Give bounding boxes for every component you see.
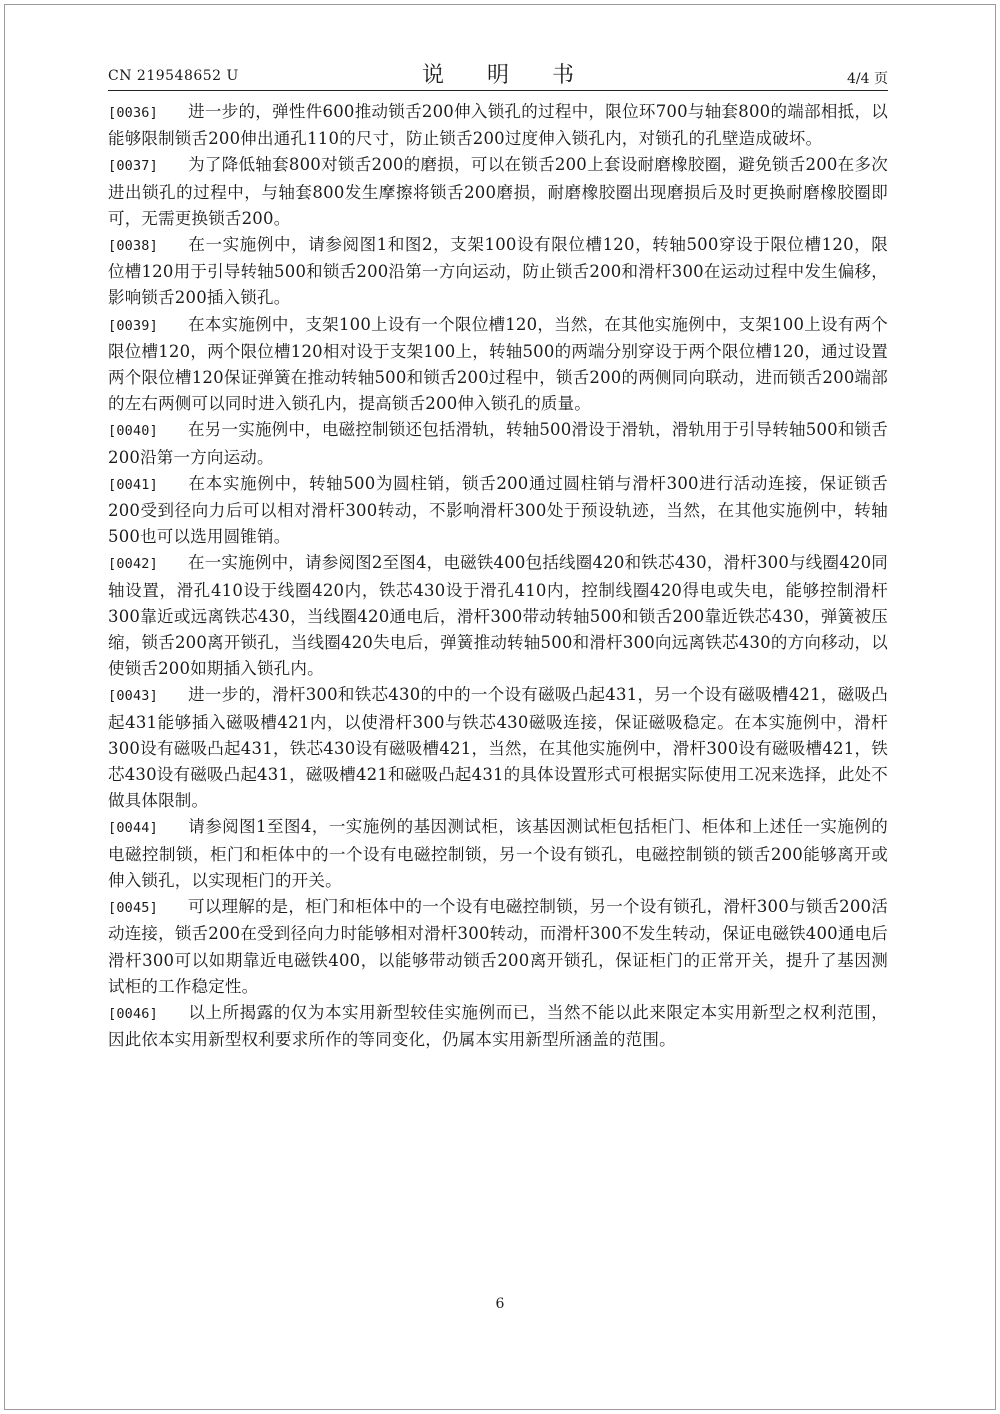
- paragraph-text: 在本实施例中，转轴500为圆柱销，锁舌200通过圆柱销与滑杆300进行活动连接，保证锁舌200受到径向力后可以相对滑杆300转动，不影响滑杆300处于预设轨迹，当然，在其他实施例中，转轴500也可以选用圆锥销。: [108, 473, 888, 547]
- paragraph: [108, 1000, 888, 1053]
- paragraph-text: 为了降低轴套800对锁舌200的磨损，可以在锁舌200上套设耐磨橡胶圈，避免锁舌200在多次进出锁孔的过程中，与轴套800发生摩擦将锁舌200磨损，耐磨橡胶圈出现磨损后及时更换耐磨橡胶圈即可，无需更换锁舌200。: [108, 155, 888, 228]
- paragraph: [108, 550, 888, 682]
- paragraph-text: 在一实施例中，请参阅图2至图4，电磁铁400包括线圈420和铁芯430，滑杆300与线圈420同轴设置，滑孔410设于线圈420内，铁芯430设于滑孔410内，控制线圈420得电或失电，能够控制滑杆300靠近或远离铁芯430，当线圈420通电后，滑杆300带动转轴500和锁舌200靠近铁芯430，弹簧被压缩，锁舌200离开锁孔，当线圈420失电后，弹簧推动转轴500和滑杆300向远离铁芯430的方向移动，以使锁舌200如期插入锁孔内。: [108, 553, 888, 679]
- paragraph-number: [0042]: [108, 556, 158, 573]
- document-title: 说 明 书: [422, 63, 592, 88]
- paragraph-text: 在本实施例中，支架100上设有一个限位槽120，当然，在其他实施例中，支架100上设有两个限位槽120，两个限位槽120相对设于支架100上，转轴500的两端分别穿设于两个限位槽120，通过设置两个限位槽120保证弹簧在推动转轴500和锁舌200过程中，锁舌200的两侧同向联动，进而锁舌200端部的左右两侧可以同时进入锁孔内，提高锁舌200伸入锁孔的质量。: [108, 314, 888, 414]
- paragraph-number: [0039]: [108, 317, 158, 334]
- paragraph-number: [0037]: [108, 158, 158, 175]
- paragraph-number: [0038]: [108, 238, 158, 255]
- paragraph: [108, 471, 888, 551]
- paragraph-number: [0043]: [108, 688, 158, 705]
- page-header: [108, 58, 888, 88]
- paragraph-number: [0044]: [108, 820, 158, 837]
- description-body: [108, 99, 888, 1053]
- paragraph: [108, 312, 888, 418]
- paragraph-text: 以上所揭露的仅为本实用新型较佳实施例而已，当然不能以此来限定本实用新型之权利范围，因此依本实用新型权利要求所作的等同变化，仍属本实用新型所涵盖的范围。: [108, 1002, 888, 1050]
- paragraph-text: 在一实施例中，请参阅图1和图2，支架100设有限位槽120，转轴500穿设于限位槽120，限位槽120用于引导转轴500和锁舌200沿第一方向运动，防止锁舌200和滑杆300在运动过程中发生偏移，影响锁舌200插入锁孔。: [108, 235, 888, 308]
- paragraph-text: 在另一实施例中，电磁控制锁还包括滑轨，转轴500滑设于滑轨，滑轨用于引导转轴500和锁舌200沿第一方向运动。: [108, 420, 888, 467]
- paragraph: [108, 152, 888, 232]
- page-number: 6: [495, 1296, 505, 1312]
- paragraph-number: [0046]: [108, 1005, 158, 1022]
- paragraph-text: 请参阅图1至图4，一实施例的基因测试柜，该基因测试柜包括柜门、柜体和上述任一实施例的电磁控制锁，柜门和柜体中的一个设有电磁控制锁，另一个设有锁孔，电磁控制锁的锁舌200能够离开或伸入锁孔，以实现柜门的开关。: [108, 817, 888, 890]
- paragraph: [108, 682, 888, 814]
- publication-number: CN 219548652 U: [108, 68, 239, 84]
- paragraph-number: [0040]: [108, 423, 158, 440]
- paragraph: [108, 814, 888, 894]
- paragraph-number: [0036]: [108, 105, 158, 121]
- paragraph-text: 进一步的，弹性件600推动锁舌200伸入锁孔的过程中，限位环700与轴套800的端部相抵，以能够限制锁舌200伸出通孔110的尺寸，防止锁舌200过度伸入锁孔内，对锁孔的孔壁造成破坏。: [108, 102, 888, 149]
- paragraph: [108, 894, 888, 1000]
- paragraph-number: [0045]: [108, 900, 158, 917]
- page-indicator: 4/4 页: [847, 71, 888, 87]
- paragraph-text: 可以理解的是，柜门和柜体中的一个设有电磁控制锁，另一个设有锁孔，滑杆300与锁舌200活动连接，锁舌200在受到径向力时能够相对滑杆300转动，而滑杆300不发生转动，保证电磁铁400通电后滑杆300可以如期靠近电磁铁400，以能够带动锁舌200离开锁孔，保证柜门的正常开关，提升了基因测试柜的工作稳定性。: [108, 897, 888, 996]
- paragraph: [108, 417, 888, 470]
- paragraph-number: [0041]: [108, 476, 158, 493]
- paragraph-text: 进一步的，滑杆300和铁芯430的中的一个设有磁吸凸起431，另一个设有磁吸槽421，磁吸凸起431能够插入磁吸槽421内，以使滑杆300与铁芯430磁吸连接，保证磁吸稳定。在本实施例中，滑杆300设有磁吸凸起431，铁芯430设有磁吸槽421，当然，在其他实施例中，滑杆300设有磁吸槽421，铁芯430设有磁吸凸起431，磁吸槽421和磁吸凸起431的具体设置形式可根据实际使用工况来选择，此处不做具体限制。: [108, 685, 888, 811]
- paragraph: [108, 232, 888, 312]
- paragraph: [108, 99, 888, 152]
- header-rule: [108, 90, 888, 91]
